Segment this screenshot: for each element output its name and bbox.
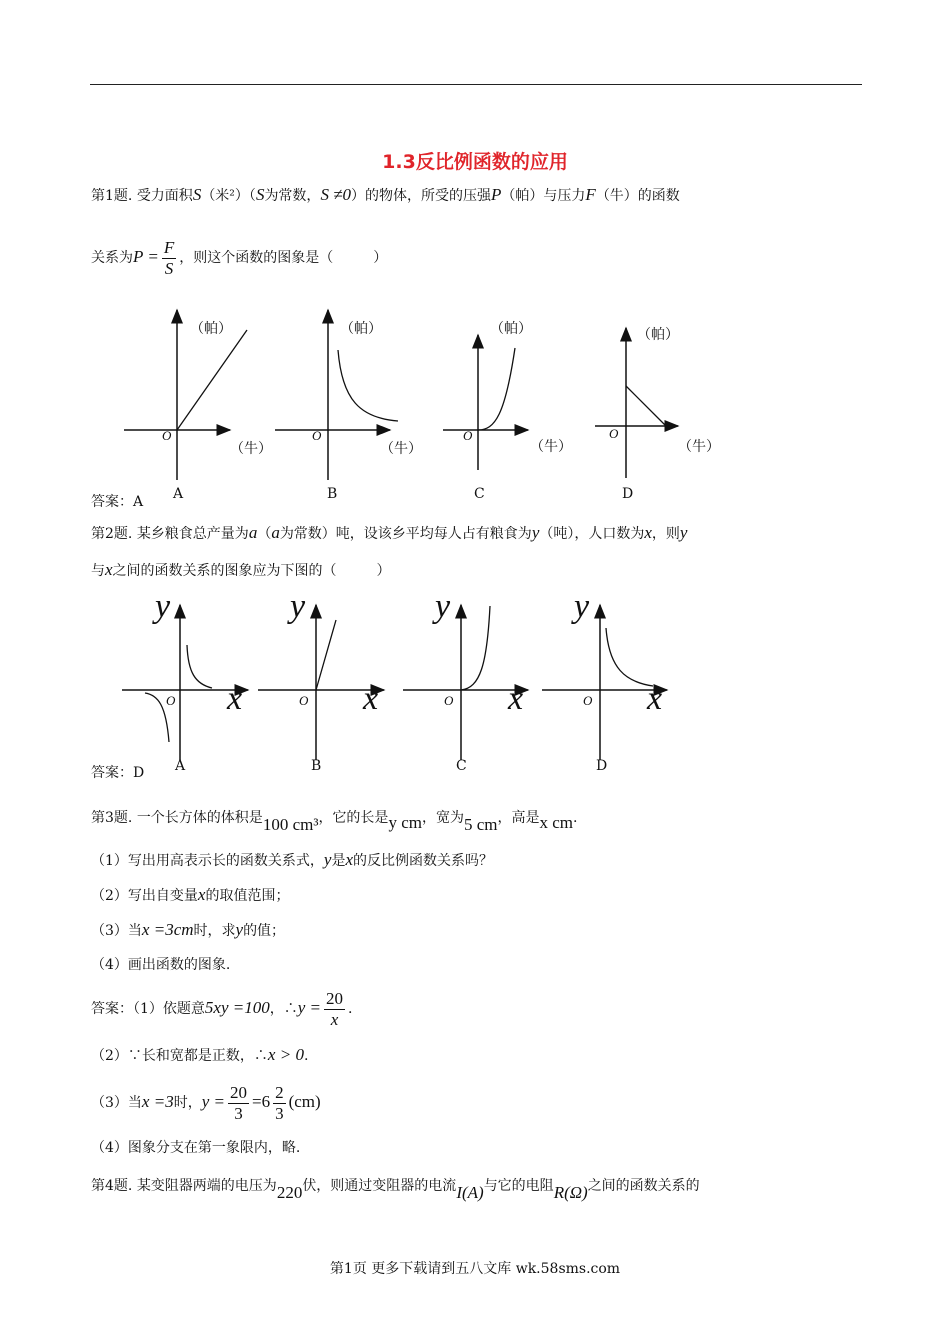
- unit: (cm): [288, 1092, 321, 1111]
- q2-option-c: C: [456, 758, 467, 774]
- q2-a-origin: O: [166, 693, 176, 708]
- q1-text: ）: [373, 250, 388, 266]
- q1-b-xunit: （牛）: [380, 441, 422, 457]
- x-equals: x =3: [141, 1092, 174, 1111]
- var-x: x: [644, 523, 652, 542]
- var-y: y: [679, 523, 688, 542]
- q2-option-d: D: [596, 758, 608, 774]
- q1-text: （帕）与压力: [501, 188, 586, 204]
- page-title: 1.3反比例函数的应用: [382, 151, 568, 173]
- s-nonzero: S ≠0: [320, 185, 352, 204]
- q3-answer1: [91, 986, 352, 1031]
- inequality: x > 0: [267, 1045, 304, 1064]
- formula-lhs: y =: [297, 998, 322, 1017]
- q1-text: 关系为: [91, 250, 133, 266]
- var-s: S: [255, 185, 265, 204]
- q1-option-d: D: [622, 486, 634, 502]
- q3-text: （1）写出用高表示长的函数关系式，: [91, 853, 324, 869]
- q3-part4: （4）画出函数的图象.: [91, 957, 231, 973]
- q2-c-xaxis-label: x: [508, 680, 524, 717]
- var-x: x: [105, 560, 113, 579]
- fraction-denominator: 3: [234, 1103, 243, 1123]
- q3-text: （2）写出自变量: [91, 888, 198, 904]
- q3-answer2: [91, 1045, 308, 1066]
- q3-text: 是: [331, 853, 346, 869]
- formula-lhs: y =: [201, 1092, 225, 1111]
- var-x: x: [197, 885, 206, 904]
- q3-text: .: [573, 810, 578, 826]
- q2-option-b: B: [311, 758, 322, 774]
- q3-line1: [91, 802, 577, 833]
- q1-d-xunit: （牛）: [678, 439, 720, 455]
- q1-d-yunit: （帕）: [637, 327, 679, 343]
- var-y: y: [323, 850, 332, 869]
- q1-a-yunit: （帕）: [190, 321, 232, 337]
- formula-fraction: [228, 1083, 249, 1124]
- x-equals: x =3cm: [141, 920, 194, 939]
- q3-text: （3）当: [91, 1095, 142, 1111]
- q2-text: 某乡粮食总产量为: [136, 526, 249, 542]
- q2-a-xaxis-label: x: [227, 680, 243, 717]
- q2-text: 为常数）吨，设该乡平均每人占有粮食为: [279, 526, 532, 542]
- q3-text: 的取值范围；: [205, 888, 290, 904]
- q1-label: 第1题.: [91, 188, 133, 204]
- q1-answer: 答案：A: [91, 494, 144, 510]
- q3-text: .: [303, 1048, 309, 1064]
- q3-part1: [91, 850, 493, 871]
- q1-d-origin: O: [609, 426, 619, 441]
- width: 5 cm: [463, 815, 498, 834]
- q1-text: 受力面积: [136, 188, 193, 204]
- q3-part3: [91, 920, 285, 941]
- q1-option-b: B: [327, 486, 338, 502]
- q3-text: ，它的长是: [318, 810, 389, 826]
- length: y cm: [388, 813, 422, 832]
- q3-answer3: [91, 1080, 321, 1125]
- q4-text: 与它的电阻: [483, 1178, 554, 1194]
- q3-text: 答案：（1）依题意: [91, 1001, 205, 1017]
- var-s: S: [192, 185, 202, 204]
- q4-text: 之间的函数关系的: [587, 1178, 700, 1194]
- fraction-numerator: 20: [229, 1082, 247, 1102]
- q4-label: 第4题.: [91, 1178, 133, 1194]
- q1-text: （米²）（: [201, 188, 256, 204]
- q2-text: （吨），人口数为: [539, 526, 645, 542]
- fraction-numerator: 2: [275, 1082, 284, 1102]
- q1-text: ）的物体，所受的压强: [351, 188, 492, 204]
- q2-b-xaxis-label: x: [363, 680, 379, 717]
- q3-text: 时，求: [193, 923, 236, 939]
- var-x: x: [345, 850, 353, 869]
- q1-b-yunit: （帕）: [340, 321, 382, 337]
- q3-text: 的反比例函数关系吗？: [353, 853, 493, 869]
- curve-branch: [187, 645, 212, 688]
- fraction-numerator: F: [163, 237, 175, 257]
- q2-label: 第2题.: [91, 526, 133, 542]
- page-footer: 第1页 更多下载请到五八文库 wk.58sms.com: [329, 1261, 621, 1277]
- q4-line1: [91, 1170, 700, 1201]
- q3-answer4: （4）图象分支在第一象限内，略.: [91, 1140, 301, 1156]
- q2-text: ，则: [651, 526, 680, 542]
- q3-text: .: [348, 1001, 353, 1017]
- mixed-number: =6: [251, 1092, 271, 1111]
- q3-text: ，宽为: [421, 810, 464, 826]
- q3-text: 的值；: [243, 923, 286, 939]
- q1-c-xunit: （牛）: [530, 439, 572, 455]
- var-p: P: [491, 185, 502, 204]
- q3-text: ，高是: [497, 810, 540, 826]
- q3-text: 一个长方体的体积是: [136, 810, 263, 826]
- curve: [606, 628, 653, 686]
- var-y: y: [235, 920, 244, 939]
- var-a: a: [248, 523, 258, 542]
- q2-b-yaxis-label: y: [290, 588, 306, 625]
- q3-text: 时，: [173, 1095, 202, 1111]
- curve: [316, 620, 336, 690]
- resistance: R(Ω): [553, 1183, 588, 1202]
- q2-text: （: [257, 526, 272, 542]
- q2-a-yaxis-label: y: [155, 588, 171, 625]
- q2-answer: 答案：D: [91, 765, 145, 781]
- formula-fraction: [324, 989, 345, 1030]
- q2-c-yaxis-label: y: [435, 588, 451, 625]
- fraction-numerator: 20: [326, 988, 344, 1008]
- equation: 5xy =100: [204, 998, 270, 1017]
- q1-a-origin: O: [162, 428, 172, 443]
- q3-part2: [91, 885, 289, 906]
- q1-text: 为常数，: [264, 188, 321, 204]
- q2-d-origin: O: [583, 693, 593, 708]
- var-f: F: [585, 185, 596, 204]
- fraction-denominator: 3: [275, 1103, 284, 1123]
- fraction-denominator: S: [164, 258, 174, 278]
- q1-text: ，则这个函数的图象是（: [179, 250, 334, 266]
- q1-b-origin: O: [312, 428, 322, 443]
- q2-option-a: A: [175, 758, 186, 774]
- q2-text: 与: [91, 563, 105, 579]
- fraction-denominator: x: [330, 1009, 339, 1029]
- height: x cm: [539, 813, 574, 832]
- q3-text: ，∴: [269, 1001, 298, 1017]
- q1-text: （牛）的函数: [595, 188, 680, 204]
- formula-lhs: P =: [133, 247, 159, 266]
- q3-label: 第3题.: [91, 810, 133, 826]
- var-a: a: [271, 523, 280, 542]
- q2-text: 之间的函数关系的图象应为下图的（: [112, 563, 337, 579]
- q2-c-origin: O: [444, 693, 454, 708]
- voltage: 220: [276, 1183, 303, 1202]
- current: I(A): [456, 1183, 484, 1202]
- q2-d-xaxis-label: x: [647, 680, 663, 717]
- q1-a-xunit: （牛）: [230, 441, 272, 457]
- q3-text: （3）当: [91, 923, 142, 939]
- q2-text: ）: [376, 563, 391, 579]
- q1-c-origin: O: [463, 428, 473, 443]
- q2-d-yaxis-label: y: [574, 588, 590, 625]
- q3-text: （2）∵长和宽都是正数，∴: [91, 1048, 268, 1064]
- q2-b-origin: O: [299, 693, 309, 708]
- curve: [461, 606, 490, 690]
- q1-c-yunit: （帕）: [490, 321, 532, 337]
- formula-fraction: [273, 1083, 286, 1124]
- volume: 100 cm³: [262, 815, 319, 834]
- var-y: y: [531, 523, 540, 542]
- q4-text: 伏，则通过变阻器的电流: [302, 1178, 457, 1194]
- q1-option-a: A: [173, 486, 184, 502]
- q1-option-c: C: [474, 486, 485, 502]
- q4-text: 某变阻器两端的电压为: [136, 1178, 277, 1194]
